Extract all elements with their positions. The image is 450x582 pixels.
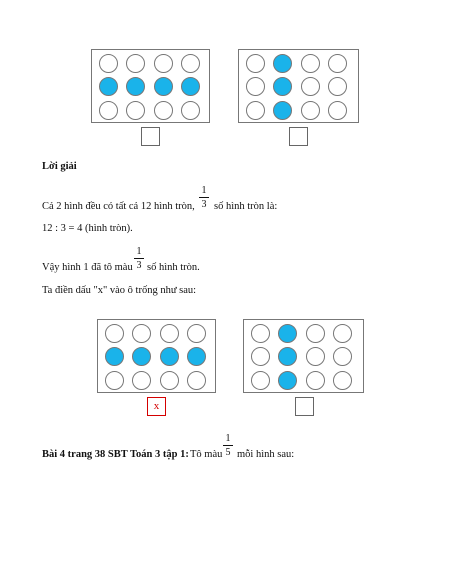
fraction-denominator: 5 bbox=[225, 447, 231, 458]
circle-filled[interactable] bbox=[99, 77, 118, 96]
bottom-answer-box-1[interactable]: x bbox=[147, 397, 166, 416]
circle-empty[interactable] bbox=[187, 371, 206, 390]
circle-empty[interactable] bbox=[301, 77, 320, 96]
circle-empty[interactable] bbox=[306, 324, 325, 343]
circle-empty[interactable] bbox=[306, 371, 325, 390]
fraction-one-third-2 bbox=[134, 246, 144, 271]
top-figure-2 bbox=[238, 49, 359, 123]
circle-empty[interactable] bbox=[301, 101, 320, 120]
top-answer-box-1[interactable] bbox=[141, 127, 160, 146]
fraction-one-fifth bbox=[223, 433, 233, 458]
circle-empty[interactable] bbox=[301, 54, 320, 73]
circle-empty[interactable] bbox=[105, 324, 124, 343]
circle-empty[interactable] bbox=[246, 54, 265, 73]
circle-empty[interactable] bbox=[99, 54, 118, 73]
top-figure-1 bbox=[91, 49, 210, 123]
circle-empty[interactable] bbox=[333, 347, 352, 366]
fraction-bar bbox=[134, 258, 144, 259]
circle-empty[interactable] bbox=[251, 371, 270, 390]
circle-filled[interactable] bbox=[273, 54, 292, 73]
bottom-answer-box-2[interactable] bbox=[295, 397, 314, 416]
circle-filled[interactable] bbox=[154, 77, 173, 96]
solution-line-1a: Cả 2 hình đều có tất cả 12 hình tròn, bbox=[42, 201, 195, 212]
solution-line-1b: số hình tròn là: bbox=[214, 201, 278, 212]
circle-filled[interactable] bbox=[160, 347, 179, 366]
circle-empty[interactable] bbox=[251, 347, 270, 366]
solution-line-2: 12 : 3 = 4 (hình tròn). bbox=[42, 223, 133, 234]
top-answer-box-2[interactable] bbox=[289, 127, 308, 146]
solution-line-3b: số hình tròn. bbox=[147, 262, 200, 273]
circle-empty[interactable] bbox=[154, 101, 173, 120]
circle-filled[interactable] bbox=[278, 347, 297, 366]
circle-empty[interactable] bbox=[187, 324, 206, 343]
circle-empty[interactable] bbox=[246, 101, 265, 120]
circle-empty[interactable] bbox=[154, 54, 173, 73]
fraction-one-third-1 bbox=[199, 185, 209, 210]
exercise-text-b: mỗi hình sau: bbox=[237, 449, 295, 460]
circle-empty[interactable] bbox=[132, 371, 151, 390]
circle-empty[interactable] bbox=[181, 54, 200, 73]
circle-filled[interactable] bbox=[132, 347, 151, 366]
circle-empty[interactable] bbox=[126, 101, 145, 120]
fraction-bar bbox=[223, 445, 233, 446]
circle-filled[interactable] bbox=[105, 347, 124, 366]
fraction-numerator: 1 bbox=[201, 185, 207, 196]
circle-empty[interactable] bbox=[333, 371, 352, 390]
bottom-figure-1 bbox=[97, 319, 216, 393]
circle-empty[interactable] bbox=[306, 347, 325, 366]
exercise-text-a: Tô màu bbox=[190, 449, 223, 460]
solution-line-4: Ta điền dấu "x" vào ô trống như sau: bbox=[42, 285, 197, 296]
fraction-denominator: 3 bbox=[201, 199, 207, 210]
bottom-figure-2 bbox=[243, 319, 364, 393]
circle-empty[interactable] bbox=[328, 77, 347, 96]
circle-empty[interactable] bbox=[246, 77, 265, 96]
circle-empty[interactable] bbox=[251, 324, 270, 343]
circle-empty[interactable] bbox=[99, 101, 118, 120]
circle-filled[interactable] bbox=[273, 101, 292, 120]
circle-empty[interactable] bbox=[160, 324, 179, 343]
circle-filled[interactable] bbox=[278, 371, 297, 390]
circle-filled[interactable] bbox=[273, 77, 292, 96]
circle-empty[interactable] bbox=[328, 101, 347, 120]
solution-heading: Lời giải bbox=[42, 161, 77, 172]
circle-empty[interactable] bbox=[132, 324, 151, 343]
circle-empty[interactable] bbox=[160, 371, 179, 390]
circle-filled[interactable] bbox=[181, 77, 200, 96]
circle-filled[interactable] bbox=[126, 77, 145, 96]
fraction-denominator: 3 bbox=[136, 260, 142, 271]
solution-line-3a: Vậy hình 1 đã tô màu bbox=[42, 262, 133, 273]
circle-empty[interactable] bbox=[105, 371, 124, 390]
fraction-bar bbox=[199, 197, 209, 198]
fraction-numerator: 1 bbox=[225, 433, 231, 444]
exercise-title: Bài 4 trang 38 SBT Toán 3 tập 1: bbox=[42, 449, 189, 460]
circle-filled[interactable] bbox=[278, 324, 297, 343]
circle-empty[interactable] bbox=[333, 324, 352, 343]
circle-empty[interactable] bbox=[328, 54, 347, 73]
circle-empty[interactable] bbox=[126, 54, 145, 73]
fraction-numerator: 1 bbox=[136, 246, 142, 257]
circle-empty[interactable] bbox=[181, 101, 200, 120]
circle-filled[interactable] bbox=[187, 347, 206, 366]
